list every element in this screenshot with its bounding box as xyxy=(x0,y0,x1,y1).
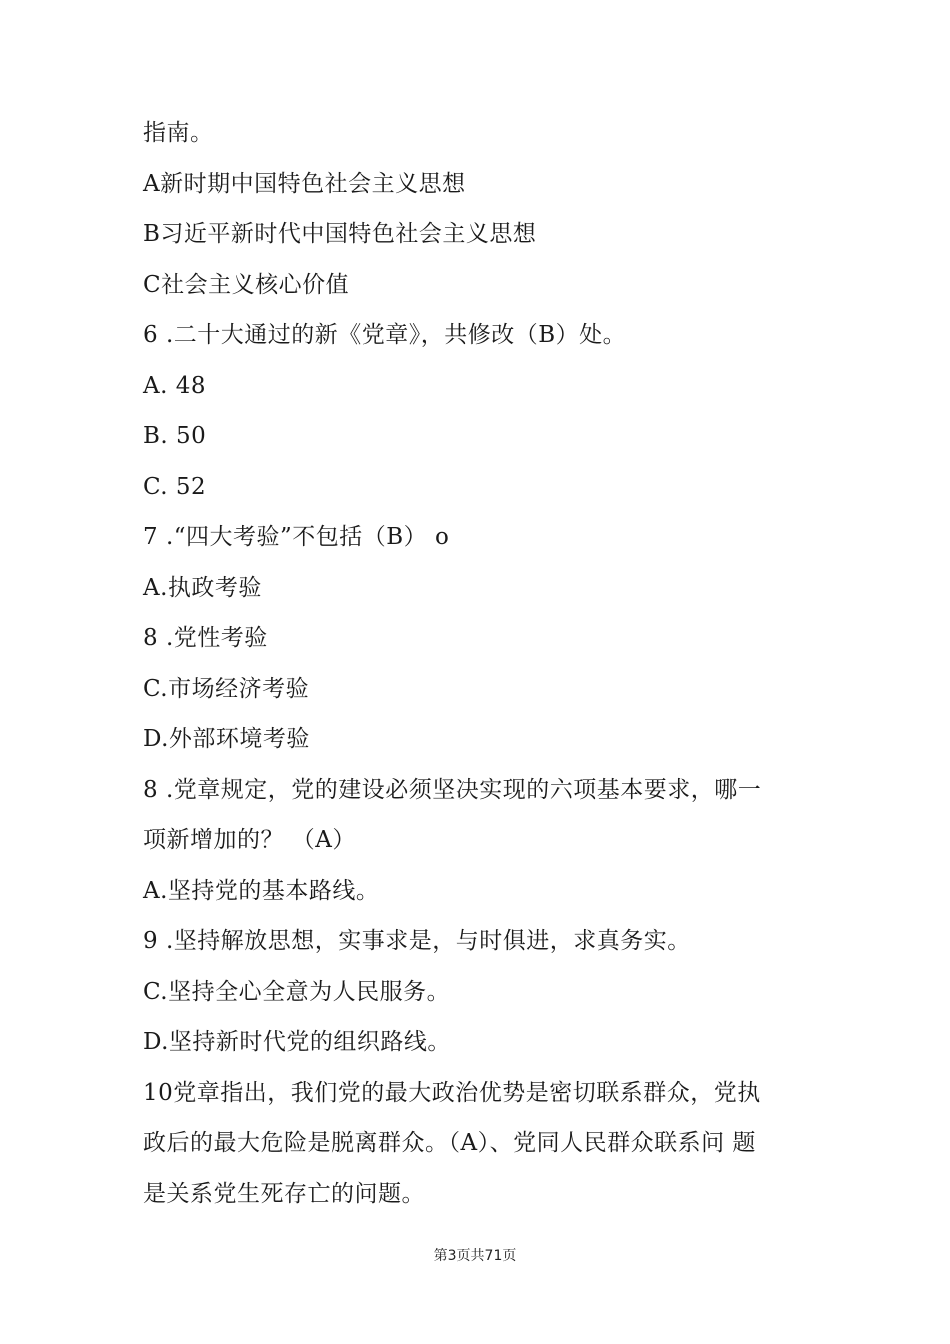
option-b: 8 .党性考验 xyxy=(143,625,268,651)
question-7: 7 .“四大考验”不包括（B） o xyxy=(143,524,450,550)
page-number-footer: 第3页共71页 xyxy=(433,1248,517,1264)
option-d: D.坚持新时代党的组织路线。 xyxy=(143,1029,451,1055)
option-a: A.执政考验 xyxy=(143,575,262,601)
option-a: A.坚持党的基本路线。 xyxy=(143,878,380,904)
option-c: C.坚持全心全意为人民服务。 xyxy=(143,979,451,1005)
option-d: D.外部环境考验 xyxy=(143,726,310,752)
question-6: 6 .二十大通过的新《党章》，共修改（B）处。 xyxy=(143,322,627,348)
option-a: A. 48 xyxy=(143,373,206,399)
option-c: C.市场经济考验 xyxy=(143,676,310,702)
option-c: C. 52 xyxy=(143,474,207,500)
option-b: B. 50 xyxy=(143,423,207,449)
question-8-cont: 项新增加的？ （A） xyxy=(143,827,356,853)
text-line: 指南。 xyxy=(143,120,214,146)
question-8: 8 .党章规定，党的建设必须坚决实现的六项基本要求，哪一 xyxy=(143,777,762,803)
option-c: C社会主义核心价值 xyxy=(143,272,350,298)
option-b: B习近平新时代中国特色社会主义思想 xyxy=(143,221,537,247)
question-10-cont: 政后的最大危险是脱离群众。（A）、党同人民群众联系问 题 xyxy=(143,1130,756,1156)
question-10: 10党章指出，我们党的最大政治优势是密切联系群众，党执 xyxy=(143,1080,761,1106)
question-10-cont: 是关系党生死存亡的问题。 xyxy=(143,1181,425,1207)
option-a: A新时期中国特色社会主义思想 xyxy=(143,171,466,197)
option-b: 9 .坚持解放思想，实事求是，与时俱进，求真务实。 xyxy=(143,928,691,954)
